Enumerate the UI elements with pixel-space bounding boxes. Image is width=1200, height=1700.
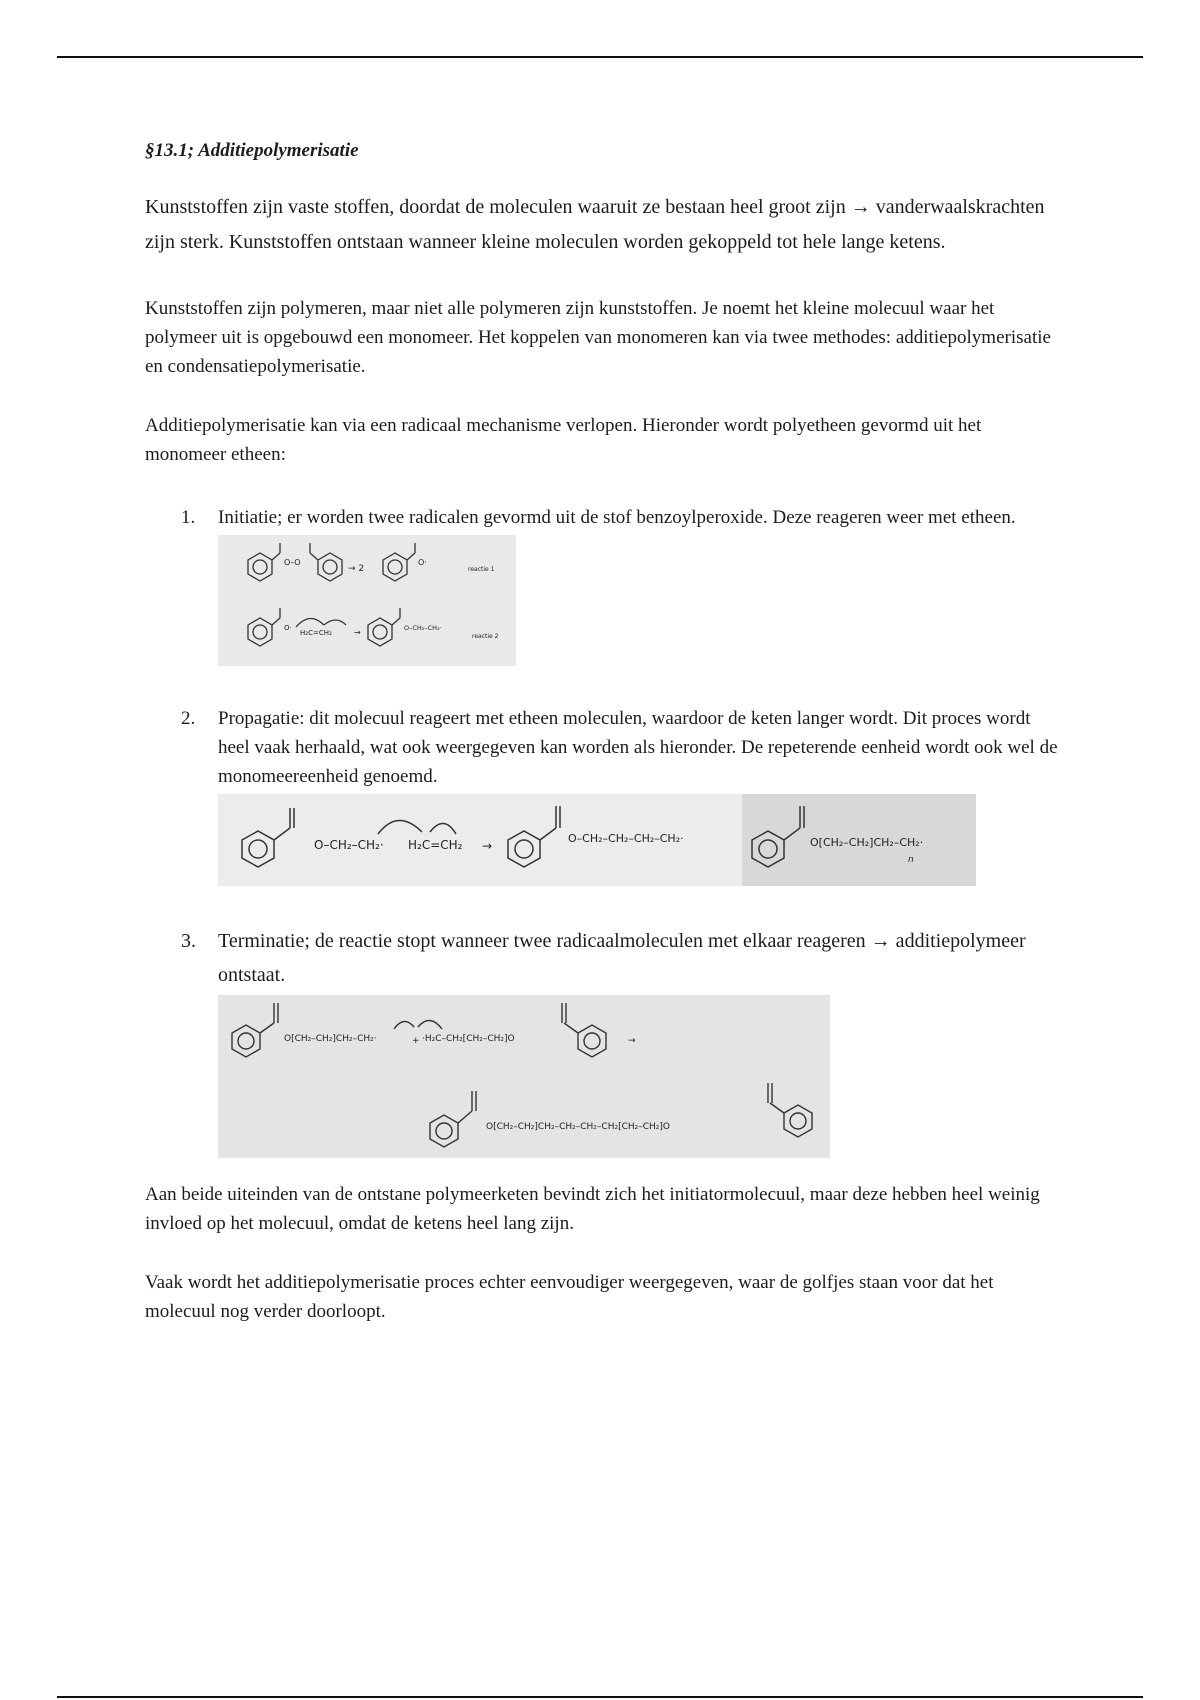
document-body [145, 140, 1065, 1356]
label-term-plus: + [412, 1036, 420, 1046]
propagation-figure [218, 794, 976, 886]
label-oxygen-radical: O· [418, 558, 427, 567]
label-prop-n: n [908, 855, 914, 865]
closing-paragraph-2: Vaak wordt het additiepolymerisatie proces echter eenvoudiger weergegeven, waar de golfjes staan voor dat het molecuul nog verder doorloopt. [145, 1272, 994, 1322]
label-prop-repeat: O[CH₂–CH₂]CH₂–CH₂· [810, 836, 924, 849]
label-arrow-1: → [354, 628, 361, 637]
step-text: Propagatie: dit molecuul reageert met etheen moleculen, waardoor de keten langer wordt. Dit proces wordt heel vaak herhaald, wat ook weergegeven kan worden als hieronder. De repeterende eenheid wordt ook wel de monomeereenheid genoemd. [218, 708, 1058, 787]
closing-paragraph-1: Aan beide uiteinden van de ontstane polymeerketen bevindt zich het initiatormolecuul, maar deze hebben heel weinig invloed op het molecuul, omdat de ketens heel lang zijn. [145, 1184, 1040, 1234]
label-o-o: O–O [284, 558, 301, 567]
label-reactie-2: reactie 2 [472, 633, 499, 640]
mechanism-steps [145, 503, 1065, 1158]
termination-figure [218, 995, 830, 1158]
paragraph-1: Kunststoffen zijn vaste stoffen, doordat de moleculen waaruit ze bestaan heel groot zijn → vanderwaalskrachten zijn sterk. Kunststoffen ontstaan wanneer kleine moleculen worden gekoppeld tot hele lange ketens. [145, 196, 1045, 253]
label-oxygen-radical-2: O· [284, 624, 292, 632]
step-number: 3. [181, 930, 196, 952]
step-propagation [145, 704, 1065, 886]
label-reactie-1: reactie 1 [468, 566, 495, 573]
propagation-diagram [218, 794, 976, 886]
label-chain-1: O–CH₂–CH₂· [404, 624, 442, 632]
step-initiation [145, 503, 1065, 666]
initiation-diagram [218, 535, 516, 666]
label-term-arrow: → [628, 1036, 636, 1046]
label-ethene: H₂C=CH₂ [300, 629, 332, 637]
step-number: 1. [181, 507, 196, 528]
top-rule [57, 56, 1143, 58]
label-term-mid: ·H₂C–CH₂[CH₂–CH₂]O [422, 1034, 515, 1044]
step-number: 2. [181, 708, 196, 729]
label-prop-left: O–CH₂–CH₂· [314, 838, 384, 852]
step-termination [145, 924, 1065, 1158]
step-text: Terminatie; de reactie stopt wanneer twee radicaalmoleculen met elkaar reageren → additiepolymeer ontstaat. [218, 930, 1026, 986]
label-prop-ethene: H₂C=CH₂ [408, 838, 463, 852]
step-text: Initiatie; er worden twee radicalen gevormd uit de stof benzoylperoxide. Deze reageren weer met etheen. [218, 507, 1016, 528]
termination-diagram [218, 995, 830, 1158]
bottom-rule [57, 1696, 1143, 1698]
paragraph-3: Additiepolymerisatie kan via een radicaal mechanisme verlopen. Hieronder wordt polyetheen gevormd uit het monomeer etheen: [145, 415, 982, 465]
label-term-left: O[CH₂–CH₂]CH₂–CH₂· [284, 1034, 377, 1044]
label-prop-product: O–CH₂–CH₂–CH₂–CH₂· [568, 832, 684, 845]
section-heading: §13.1; Additiepolymerisatie [145, 140, 359, 161]
paragraph-2: Kunststoffen zijn polymeren, maar niet alle polymeren zijn kunststoffen. Je noemt het kleine molecuul waar het polymeer uit is opgebouwd een monomeer. Het koppelen van monomeren kan via twee methodes: additiepolymerisatie en condensatiepolymerisatie. [145, 298, 1051, 377]
label-arrow-two: → 2 [348, 564, 365, 574]
label-term-product: O[CH₂–CH₂]CH₂–CH₂–CH₂–CH₂[CH₂–CH₂]O [486, 1122, 670, 1132]
initiation-figure [218, 535, 516, 666]
label-prop-arrow: → [482, 839, 493, 853]
